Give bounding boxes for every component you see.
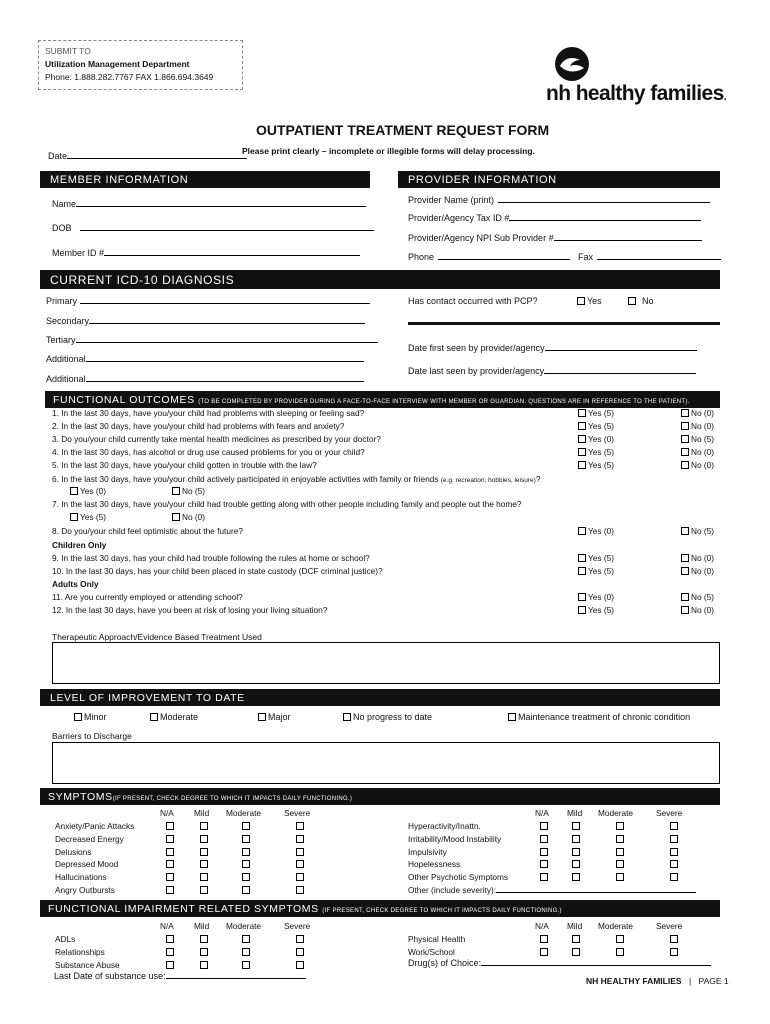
yes-checkbox[interactable]: [578, 409, 586, 417]
impairment-checkbox[interactable]: [242, 948, 250, 956]
improvement-none-option[interactable]: [343, 712, 432, 722]
diagnosis-primary-field[interactable]: [46, 296, 370, 306]
impairment-header-moderate-left: Moderate: [226, 921, 262, 931]
symptoms-checkbox[interactable]: [616, 873, 624, 881]
impairment-checkbox[interactable]: [572, 935, 580, 943]
last-substance-label: Last Date of substance use:: [54, 971, 166, 981]
symptoms-checkbox[interactable]: [242, 822, 250, 830]
improvement-maint-option[interactable]: [508, 712, 690, 722]
question-text: 5. In the last 30 days, have you/your child gotten in trouble with the law?: [52, 460, 317, 470]
improvement-moderate-option[interactable]: [150, 712, 198, 722]
answer-no-q9[interactable]: [681, 553, 714, 563]
impairment-header-mild-right: Mild: [567, 921, 583, 931]
provider-phone-field[interactable]: [408, 252, 570, 262]
symptoms-header-mild-left: Mild: [194, 808, 210, 818]
answer-yes-q2[interactable]: [578, 421, 614, 431]
question-text: 11. Are you currently employed or attending school?: [52, 592, 243, 602]
no-label: No (5): [182, 486, 206, 496]
impairment-header-na-left: N/A: [160, 921, 174, 931]
footer-brand: NH HEALTHY FAMILIES: [586, 976, 682, 986]
yes-label: Yes (0): [588, 526, 614, 536]
symptoms-checkbox[interactable]: [670, 822, 678, 830]
symptoms-header-severe-left: Severe: [284, 808, 311, 818]
impairment-checkbox[interactable]: [540, 935, 548, 943]
provider-tax-label: Provider/Agency Tax ID #: [408, 213, 510, 223]
no-checkbox[interactable]: [681, 527, 689, 535]
yes-label: Yes (5): [588, 566, 614, 576]
symptoms-checkbox[interactable]: [572, 873, 580, 881]
answer-no-q12[interactable]: [681, 605, 714, 615]
yes-checkbox[interactable]: [578, 593, 586, 601]
question-q12: [52, 605, 327, 615]
symptoms-heading: [40, 788, 720, 805]
impairment-checkbox[interactable]: [242, 935, 250, 943]
symptoms-row-r1: Hyperactivity/Inattn.: [408, 821, 481, 831]
impairment-note: (IF PRESENT, CHECK DEGREE TO WHICH IT IMPACTS DAILY FUNCTIONING.): [322, 908, 562, 914]
no-label: No (0): [691, 447, 715, 457]
impairment-checkbox[interactable]: [296, 948, 304, 956]
provider-heading: PROVIDER INFORMATION: [398, 171, 720, 188]
symptoms-row-l3: Delusions: [55, 846, 92, 857]
impairment-checkbox[interactable]: [166, 961, 174, 969]
tertiary-label: Tertiary: [46, 335, 76, 345]
no-checkbox[interactable]: [681, 567, 689, 575]
page-subtitle: Please print clearly – incomplete or illegible forms will delay processing.: [242, 146, 535, 156]
question-q5: [52, 460, 317, 470]
question-q7: [52, 499, 522, 509]
barriers-textbox[interactable]: [52, 742, 720, 784]
answer-no-q4[interactable]: [681, 447, 714, 457]
symptoms-checkbox[interactable]: [540, 822, 548, 830]
symptoms-checkbox[interactable]: [166, 860, 174, 868]
minor-checkbox[interactable]: [74, 713, 82, 721]
symptoms-checkbox[interactable]: [296, 860, 304, 868]
symptoms-checkbox[interactable]: [540, 873, 548, 881]
submit-box: [38, 40, 243, 90]
brand-name-text: nh healthy families: [546, 82, 724, 105]
answer-yes-q10[interactable]: [578, 566, 614, 576]
provider-fax-label: Fax: [578, 252, 594, 262]
yes-checkbox[interactable]: [578, 527, 586, 535]
provider-name-field[interactable]: [408, 195, 710, 205]
member-heading: MEMBER INFORMATION: [40, 171, 370, 188]
no-label: No (0): [691, 421, 715, 431]
provider-fax-field[interactable]: [578, 252, 721, 262]
member-dob-label: DOB: [52, 223, 72, 233]
outcomes-note: (TO BE COMPLETED BY PROVIDER DURING A FACE-TO-FACE INTERVIEW WITH MEMBER OR GUARDIAN. QUESTIONS ARE IN REFERENCE TO THE PATIENT).: [198, 399, 690, 405]
symptoms-checkbox[interactable]: [200, 886, 208, 894]
answer-no-q1[interactable]: [681, 408, 714, 418]
symptoms-row-r4: Hopelessness: [408, 859, 461, 870]
last-seen-label: Date last seen by provider/agency: [408, 366, 545, 376]
no-checkbox[interactable]: [172, 487, 180, 495]
symptoms-checkbox[interactable]: [296, 886, 304, 894]
answer-no-q11[interactable]: [681, 592, 714, 602]
answer-no-q10[interactable]: [681, 566, 714, 576]
no-progress-label: No progress to date: [353, 712, 433, 722]
footer-sep: |: [688, 976, 692, 986]
last-seen-field[interactable]: [408, 366, 696, 376]
member-name-field[interactable]: [52, 199, 366, 209]
maintenance-label: Maintenance treatment of chronic condition: [518, 712, 691, 722]
symptoms-checkbox[interactable]: [166, 848, 174, 856]
symptoms-title: SYMPTOMS: [48, 791, 113, 803]
impairment-checkbox[interactable]: [166, 948, 174, 956]
question-q9: [52, 553, 370, 563]
symptoms-header-severe-right: Severe: [656, 808, 683, 818]
answer-no-q5[interactable]: [681, 460, 714, 470]
additional2-label: Additional: [46, 374, 86, 384]
member-dob-field[interactable]: [52, 223, 374, 233]
symptoms-checkbox[interactable]: [296, 822, 304, 830]
therapeutic-textbox[interactable]: [52, 642, 720, 684]
question-q6: [52, 474, 540, 484]
symptoms-checkbox[interactable]: [166, 835, 174, 843]
answer-yes-q3[interactable]: [578, 434, 614, 444]
no-checkbox[interactable]: [172, 513, 180, 521]
submit-dept: Utilization Management Department: [45, 59, 190, 69]
moderate-label: Moderate: [160, 712, 199, 722]
no-label: No (0): [691, 566, 715, 576]
question-q10: [52, 566, 383, 576]
symptoms-row-l1: Anxiety/Panic Attacks: [55, 821, 135, 831]
no-checkbox[interactable]: [681, 448, 689, 456]
symptoms-checkbox[interactable]: [166, 822, 174, 830]
yes-label: Yes (5): [588, 421, 614, 431]
symptoms-checkbox[interactable]: [296, 848, 304, 856]
question-text: 2. In the last 30 days, have you/your child had problems with fears and anxiety?: [52, 421, 345, 431]
symptoms-checkbox[interactable]: [166, 873, 174, 881]
first-seen-label: Date first seen by provider/agency: [408, 343, 545, 353]
answer-no-q8[interactable]: [681, 526, 714, 536]
yes-checkbox[interactable]: [578, 554, 586, 562]
symptoms-checkbox[interactable]: [242, 886, 250, 894]
pcp-no-checkbox[interactable]: [628, 297, 636, 305]
symptoms-checkbox[interactable]: [242, 860, 250, 868]
pcp-yes-option[interactable]: [577, 296, 602, 306]
impairment-checkbox[interactable]: [200, 948, 208, 956]
yes-label: Yes (0): [588, 592, 614, 602]
symptoms-checkbox[interactable]: [572, 835, 580, 843]
provider-name-label: Provider Name (print): [408, 195, 495, 205]
answer-yes-q12[interactable]: [578, 605, 614, 615]
answer-yes-q8[interactable]: [578, 526, 614, 536]
outcomes-title: FUNCTIONAL OUTCOMES: [53, 394, 195, 406]
symptoms-row-r3: Impulsivity: [408, 846, 447, 857]
symptoms-checkbox[interactable]: [572, 822, 580, 830]
member-name-label: Name: [52, 199, 77, 209]
answer-yes-q9[interactable]: [578, 553, 614, 563]
yes-label: Yes (5): [588, 408, 614, 418]
major-label: Major: [268, 712, 291, 722]
barriers-label: Barriers to Discharge: [52, 731, 132, 741]
no-label: No (0): [691, 408, 715, 418]
question-text: 7. In the last 30 days, have you/your child had trouble getting along with other people including family and people out the home?: [52, 499, 522, 509]
pcp-no-option[interactable]: [628, 296, 654, 306]
provider-phone-label: Phone: [408, 252, 435, 262]
symptoms-checkbox[interactable]: [296, 873, 304, 881]
primary-label: Primary: [46, 296, 77, 306]
symptoms-checkbox[interactable]: [242, 835, 250, 843]
question-text: 10. In the last 30 days, has your child been placed in state custody (DCF criminal justice)?: [52, 566, 383, 576]
page-title: OUTPATIENT TREATMENT REQUEST FORM: [256, 122, 550, 138]
no-checkbox[interactable]: [681, 554, 689, 562]
pcp-no-label: No: [642, 296, 654, 306]
symptoms-checkbox[interactable]: [616, 835, 624, 843]
symptoms-checkbox[interactable]: [540, 860, 548, 868]
yes-label: Yes (0): [588, 434, 614, 444]
impairment-checkbox[interactable]: [296, 935, 304, 943]
therapeutic-label: Therapeutic Approach/Evidence Based Treatment Used: [52, 632, 262, 642]
impairment-header-severe-left: Severe: [284, 921, 311, 931]
impairment-checkbox[interactable]: [200, 961, 208, 969]
yes-label: Yes (5): [588, 605, 614, 615]
impairment-checkbox[interactable]: [242, 961, 250, 969]
first-seen-field[interactable]: [408, 343, 697, 353]
minor-label: Minor: [84, 712, 107, 722]
symptoms-checkbox[interactable]: [572, 860, 580, 868]
symptoms-other-field[interactable]: [408, 885, 696, 895]
no-label: No (5): [691, 526, 715, 536]
symptoms-row-l4: Depressed Mood: [55, 859, 119, 870]
member-id-label: Member ID #: [52, 248, 105, 258]
impairment-checkbox[interactable]: [616, 935, 624, 943]
answer-yes-q7[interactable]: [70, 512, 106, 522]
improvement-heading: LEVEL OF IMPROVEMENT TO DATE: [40, 689, 720, 706]
symptoms-checkbox[interactable]: [540, 848, 548, 856]
symptoms-checkbox[interactable]: [616, 822, 624, 830]
question-q3: [52, 434, 381, 444]
answer-no-q7[interactable]: [172, 512, 205, 522]
impairment-row-l3: Substance Abuse: [55, 960, 120, 970]
yes-checkbox[interactable]: [578, 448, 586, 456]
answer-yes-q5[interactable]: [578, 460, 614, 470]
symptoms-other-label: Other (include severity):: [408, 885, 497, 895]
no-progress-checkbox[interactable]: [343, 713, 351, 721]
symptoms-note: (IF PRESENT, CHECK DEGREE TO WHICH IT IMPACTS DAILY FUNCTIONING.): [112, 796, 353, 802]
symptoms-checkbox[interactable]: [242, 873, 250, 881]
question-q1: [52, 408, 364, 418]
yes-checkbox[interactable]: [578, 435, 586, 443]
symptoms-checkbox[interactable]: [200, 873, 208, 881]
answer-yes-q11[interactable]: [578, 592, 614, 602]
pcp-yes-checkbox[interactable]: [577, 297, 585, 305]
impairment-checkbox[interactable]: [296, 961, 304, 969]
no-label: No (0): [691, 460, 715, 470]
no-checkbox[interactable]: [681, 435, 689, 443]
no-checkbox[interactable]: [681, 606, 689, 614]
symptoms-checkbox[interactable]: [616, 860, 624, 868]
symptoms-checkbox[interactable]: [670, 848, 678, 856]
impairment-header-na-right: N/A: [535, 921, 549, 931]
diagnosis-additional1-field[interactable]: [46, 354, 364, 364]
no-checkbox[interactable]: [681, 593, 689, 601]
no-label: No (0): [691, 553, 715, 563]
yes-checkbox[interactable]: [578, 567, 586, 575]
yes-label: Yes (5): [80, 512, 106, 522]
answer-no-q2[interactable]: [681, 421, 714, 431]
adults-only-label: Adults Only: [52, 579, 99, 589]
symptoms-checkbox[interactable]: [296, 835, 304, 843]
yes-checkbox[interactable]: [70, 513, 78, 521]
impairment-checkbox[interactable]: [200, 935, 208, 943]
improvement-major-option[interactable]: [258, 712, 291, 722]
symptoms-checkbox[interactable]: [540, 835, 548, 843]
no-label: No (5): [691, 434, 715, 444]
symptoms-header-na-left: N/A: [160, 808, 174, 818]
diagnosis-heading: CURRENT ICD-10 DIAGNOSIS: [40, 270, 720, 289]
symptoms-row-r5: Other Psychotic Symptoms: [408, 872, 509, 883]
question-note: (e.g. recreation, hobbies, leisure): [440, 477, 536, 484]
impairment-row-r2: Work/School: [408, 947, 455, 957]
question-text: 9. In the last 30 days, has your child had trouble following the rules at home or school?: [52, 553, 370, 563]
symptoms-checkbox[interactable]: [670, 860, 678, 868]
impairment-row-l2: Relationships: [55, 947, 105, 957]
brand-suffix: .: [723, 91, 727, 103]
impairment-checkbox[interactable]: [540, 948, 548, 956]
symptoms-checkbox[interactable]: [670, 835, 678, 843]
answer-no-q3[interactable]: [681, 434, 714, 444]
footer: [586, 976, 729, 986]
question-text: 3. Do you/your child currently take mental health medicines as prescribed by your doctor?: [52, 434, 381, 444]
symptoms-checkbox[interactable]: [200, 835, 208, 843]
question-text: 12. In the last 30 days, have you been at risk of losing your living situation?: [52, 605, 328, 615]
no-label: No (0): [182, 512, 206, 522]
impairment-checkbox[interactable]: [670, 935, 678, 943]
symptoms-checkbox[interactable]: [572, 848, 580, 856]
drugs-choice-field[interactable]: [408, 958, 711, 968]
impairment-checkbox[interactable]: [670, 948, 678, 956]
impairment-checkbox[interactable]: [616, 948, 624, 956]
symptoms-header-moderate-left: Moderate: [226, 808, 262, 818]
yes-label: Yes (5): [588, 553, 614, 563]
question-q11: [52, 592, 243, 602]
answer-yes-q6[interactable]: [70, 486, 106, 496]
moderate-checkbox[interactable]: [150, 713, 158, 721]
question-text: 8. Do you/your child feel optimistic about the future?: [52, 526, 243, 536]
yes-label: Yes (0): [80, 486, 106, 496]
symptoms-header-mild-right: Mild: [567, 808, 583, 818]
symptoms-row-l5: Hallucinations: [55, 872, 107, 883]
diagnosis-divider: [408, 322, 720, 325]
symptoms-checkbox[interactable]: [670, 873, 678, 881]
diagnosis-secondary-field[interactable]: [46, 316, 365, 326]
question-text: 6. In the last 30 days, have you/your child actively participated in enjoyable activities with family or friends: [52, 474, 439, 484]
impairment-row-l1: ADLs: [55, 934, 76, 944]
no-checkbox[interactable]: [681, 409, 689, 417]
answer-yes-q4[interactable]: [578, 447, 614, 457]
diagnosis-additional2-field[interactable]: [46, 374, 364, 384]
symptoms-header-na-right: N/A: [535, 808, 549, 818]
impairment-title: FUNCTIONAL IMPAIRMENT RELATED SYMPTOMS: [48, 903, 319, 915]
improvement-minor-option[interactable]: [74, 712, 107, 722]
question-text: 1. In the last 30 days, have you/your child had problems with sleeping or feeling sad?: [52, 408, 365, 418]
impairment-checkbox[interactable]: [572, 948, 580, 956]
brand-name: [546, 82, 726, 106]
symptoms-checkbox[interactable]: [616, 848, 624, 856]
impairment-header-mild-left: Mild: [194, 921, 210, 931]
member-id-field[interactable]: [52, 248, 360, 258]
question-q2: [52, 421, 344, 431]
yes-label: Yes (5): [588, 447, 614, 457]
date-field[interactable]: [48, 151, 247, 161]
major-checkbox[interactable]: [258, 713, 266, 721]
maintenance-checkbox[interactable]: [508, 713, 516, 721]
impairment-heading: [40, 900, 720, 917]
yes-checkbox[interactable]: [578, 606, 586, 614]
question-q8: [52, 526, 243, 536]
impairment-header-severe-right: Severe: [656, 921, 683, 931]
no-label: No (5): [691, 592, 715, 602]
impairment-header-moderate-right: Moderate: [598, 921, 634, 931]
pcp-yes-label: Yes: [587, 296, 602, 306]
symptoms-checkbox[interactable]: [200, 822, 208, 830]
question-text: 4. In the last 30 days, has alcohol or drug use caused problems for you or your child?: [52, 447, 365, 457]
symptoms-row-l6: Angry Outbursts: [55, 885, 115, 895]
diagnosis-tertiary-field[interactable]: [46, 335, 378, 345]
provider-npi-label: Provider/Agency NPI Sub Provider #: [408, 233, 554, 243]
children-only-label: Children Only: [52, 540, 107, 550]
drugs-choice-label: Drug(s) of Choice:: [408, 958, 482, 968]
answer-no-q6[interactable]: [172, 486, 205, 496]
question-mark: ?: [535, 474, 541, 484]
provider-tax-field[interactable]: [408, 213, 701, 223]
question-q4: [52, 447, 365, 457]
impairment-checkbox[interactable]: [166, 935, 174, 943]
symptoms-checkbox[interactable]: [200, 848, 208, 856]
symptoms-checkbox[interactable]: [166, 886, 174, 894]
yes-checkbox[interactable]: [70, 487, 78, 495]
additional1-label: Additional: [46, 354, 86, 364]
no-checkbox[interactable]: [681, 461, 689, 469]
pcp-contact-question: Has contact occurred with PCP?: [408, 296, 538, 306]
provider-npi-field[interactable]: [408, 233, 702, 243]
brand-logo-icon: [554, 46, 590, 82]
symptoms-checkbox[interactable]: [200, 860, 208, 868]
footer-page: PAGE 1: [698, 976, 729, 986]
last-substance-field[interactable]: [54, 971, 306, 981]
submit-phone: Phone: 1.888.282.7767 FAX 1.866.694.3649: [45, 72, 214, 82]
secondary-label: Secondary: [46, 316, 90, 326]
yes-label: Yes (5): [588, 460, 614, 470]
answer-yes-q1[interactable]: [578, 408, 614, 418]
outcomes-heading: [45, 391, 720, 408]
no-label: No (0): [691, 605, 715, 615]
date-label: Date: [48, 151, 68, 161]
impairment-row-r1: Physical Health: [408, 934, 466, 944]
symptoms-row-r2: Irritability/Mood Instability: [408, 833, 502, 844]
symptoms-checkbox[interactable]: [242, 848, 250, 856]
yes-checkbox[interactable]: [578, 422, 586, 430]
symptoms-header-moderate-right: Moderate: [598, 808, 634, 818]
submit-label: SUBMIT TO: [45, 46, 91, 56]
no-checkbox[interactable]: [681, 422, 689, 430]
symptoms-row-l2: Decreased Energy: [55, 833, 124, 844]
yes-checkbox[interactable]: [578, 461, 586, 469]
